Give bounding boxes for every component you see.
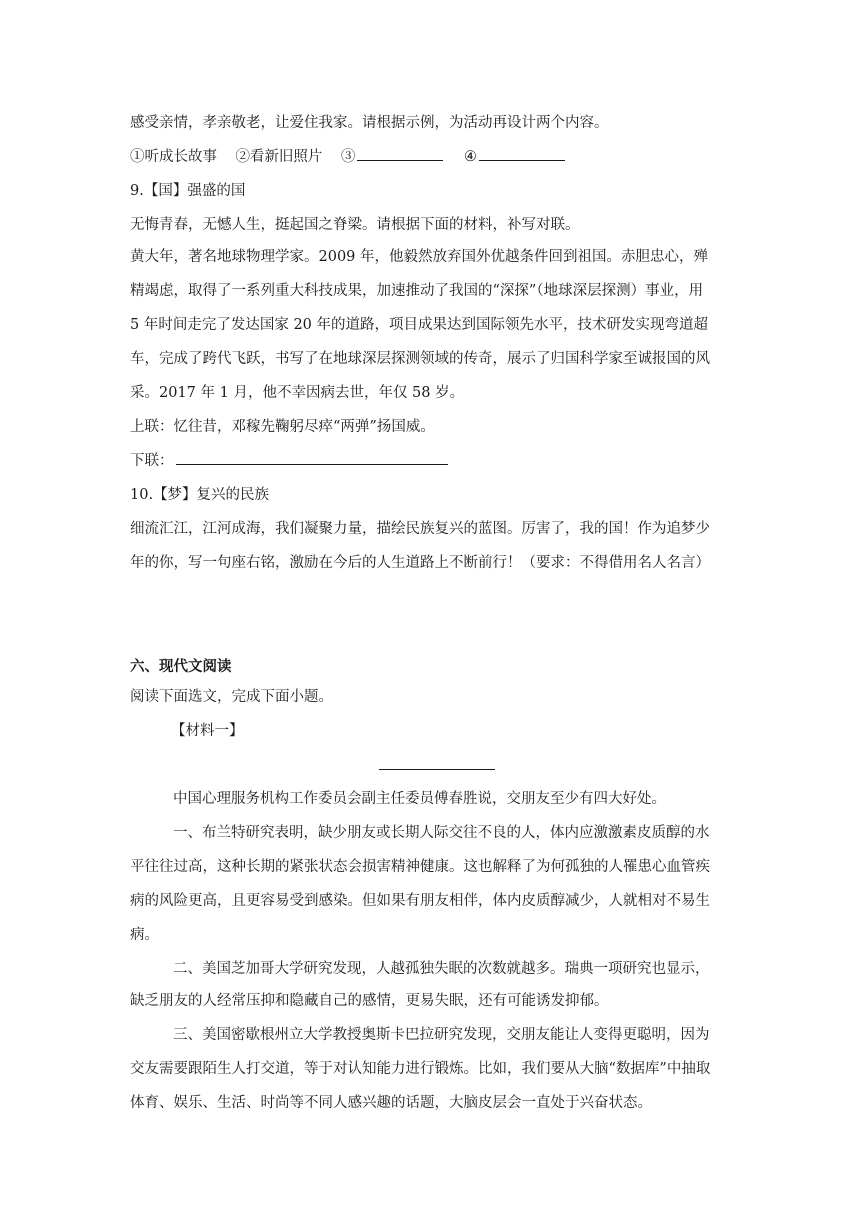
q9-material-line: 黄大年，著名地球物理学家。2009 年，他毅然放弃国外优越条件回到祖国。赤胆忠心，殚 — [130, 249, 709, 265]
section6-p3-line: 三、美国密歇根州立大学教授奥斯卡巴拉研究发现，交朋友能让人变得更聪明，因为 — [173, 1027, 710, 1043]
section6-p1-line: 一、布兰特研究表明，缺少朋友或长期人际交往不良的人，体内应激激素皮质醇的水 — [173, 825, 710, 841]
q9-material-line: 采。2017 年 1 月，他不幸因病去世，年仅 58 岁。 — [130, 385, 465, 401]
section6-instruction: 阅读下面选文，完成下面小题。 — [130, 689, 333, 705]
section6-p2-line: 二、美国芝加哥大学研究发现，人越孤独失眠的次数就越多。瑞典一项研究也显示， — [173, 961, 710, 977]
q8-option-4: ④ — [463, 149, 477, 165]
q9-lower-blank[interactable] — [176, 450, 448, 465]
q9-material-line: 车，完成了跨代飞跃，书写了在地球深层探测领域的传奇，展示了归国科学家至诚报国的风 — [130, 351, 710, 367]
q8-option-2: ②看新旧照片 — [235, 149, 323, 165]
q8-option-3: ③ — [340, 149, 356, 165]
q9-lower-couplet — [130, 450, 730, 472]
q9-heading: 9.【国】强盛的国 — [130, 183, 246, 199]
q8-blank-3[interactable] — [357, 146, 443, 161]
section6-p3-line: 交友需要跟陌生人打交道，等于对认知能力进行锻炼。比如，我们要从大脑“数据库”中抽取 — [130, 1061, 711, 1077]
section6-p2-line: 缺乏朋友的人经常压抑和隐藏自己的感情，更易失眠，还有可能诱发抑郁。 — [130, 993, 609, 1009]
material-one-label: 【材料一】 — [171, 723, 244, 739]
q9-intro: 无悔青春，无憾人生，挺起国之脊梁。请根据下面的材料，补写对联。 — [130, 217, 580, 233]
section6-title: 六、现代文阅读 — [130, 658, 232, 675]
q9-lower-label: 下联： — [130, 453, 174, 469]
q8-option-1: ①听成长故事 — [130, 149, 217, 165]
q10-heading: 10.【梦】复兴的民族 — [130, 487, 270, 503]
q8-blank-4[interactable] — [479, 146, 565, 161]
material-title-blank — [379, 769, 495, 770]
q9-upper-couplet: 上联：忆往昔，邓稼先鞠躬尽瘁“两弹”扬国威。 — [130, 419, 435, 435]
section6-paragraph-0: 中国心理服务机构工作委员会副主任委员傅春胜说，交朋友至少有四大好处。 — [173, 791, 666, 807]
section6-p1-line: 平往往过高，这种长期的紧张状态会损害精神健康。这也解释了为何孤独的人罹患心血管疾 — [130, 859, 710, 875]
q9-material-line: 5 年时间走完了发达国家 20 年的道路，项目成果达到国际领先水平，技术研发实现弯道超 — [130, 317, 708, 333]
section6-p1-line: 病的风险更高，且更容易受到感染。但如果有朋友相伴，体内皮质醇减少，人就相对不易生 — [130, 893, 710, 909]
q9-material-line: 精竭虑，取得了一系列重大科技成果，加速推动了我国的“深探”（地球深层探测）事业，用 — [130, 283, 704, 299]
q10-line: 年的你，写一句座右铭，激励在今后的人生道路上不断前行！（要求：不得借用名人名言） — [130, 555, 710, 571]
q10-line: 细流汇江，江河成海，我们凝聚力量，描绘民族复兴的蓝图。厉害了，我的国！作为追梦少 — [130, 521, 710, 537]
q8-options — [130, 146, 730, 168]
section6-p1-line: 病。 — [130, 927, 159, 943]
section6-p3-line: 体育、娱乐、生活、时尚等不同人感兴趣的话题，大脑皮层会一直处于兴奋状态。 — [130, 1095, 652, 1111]
q8-intro: 感受亲情，孝亲敬老，让爱住我家。请根据示例，为活动再设计两个内容。 — [130, 115, 609, 131]
